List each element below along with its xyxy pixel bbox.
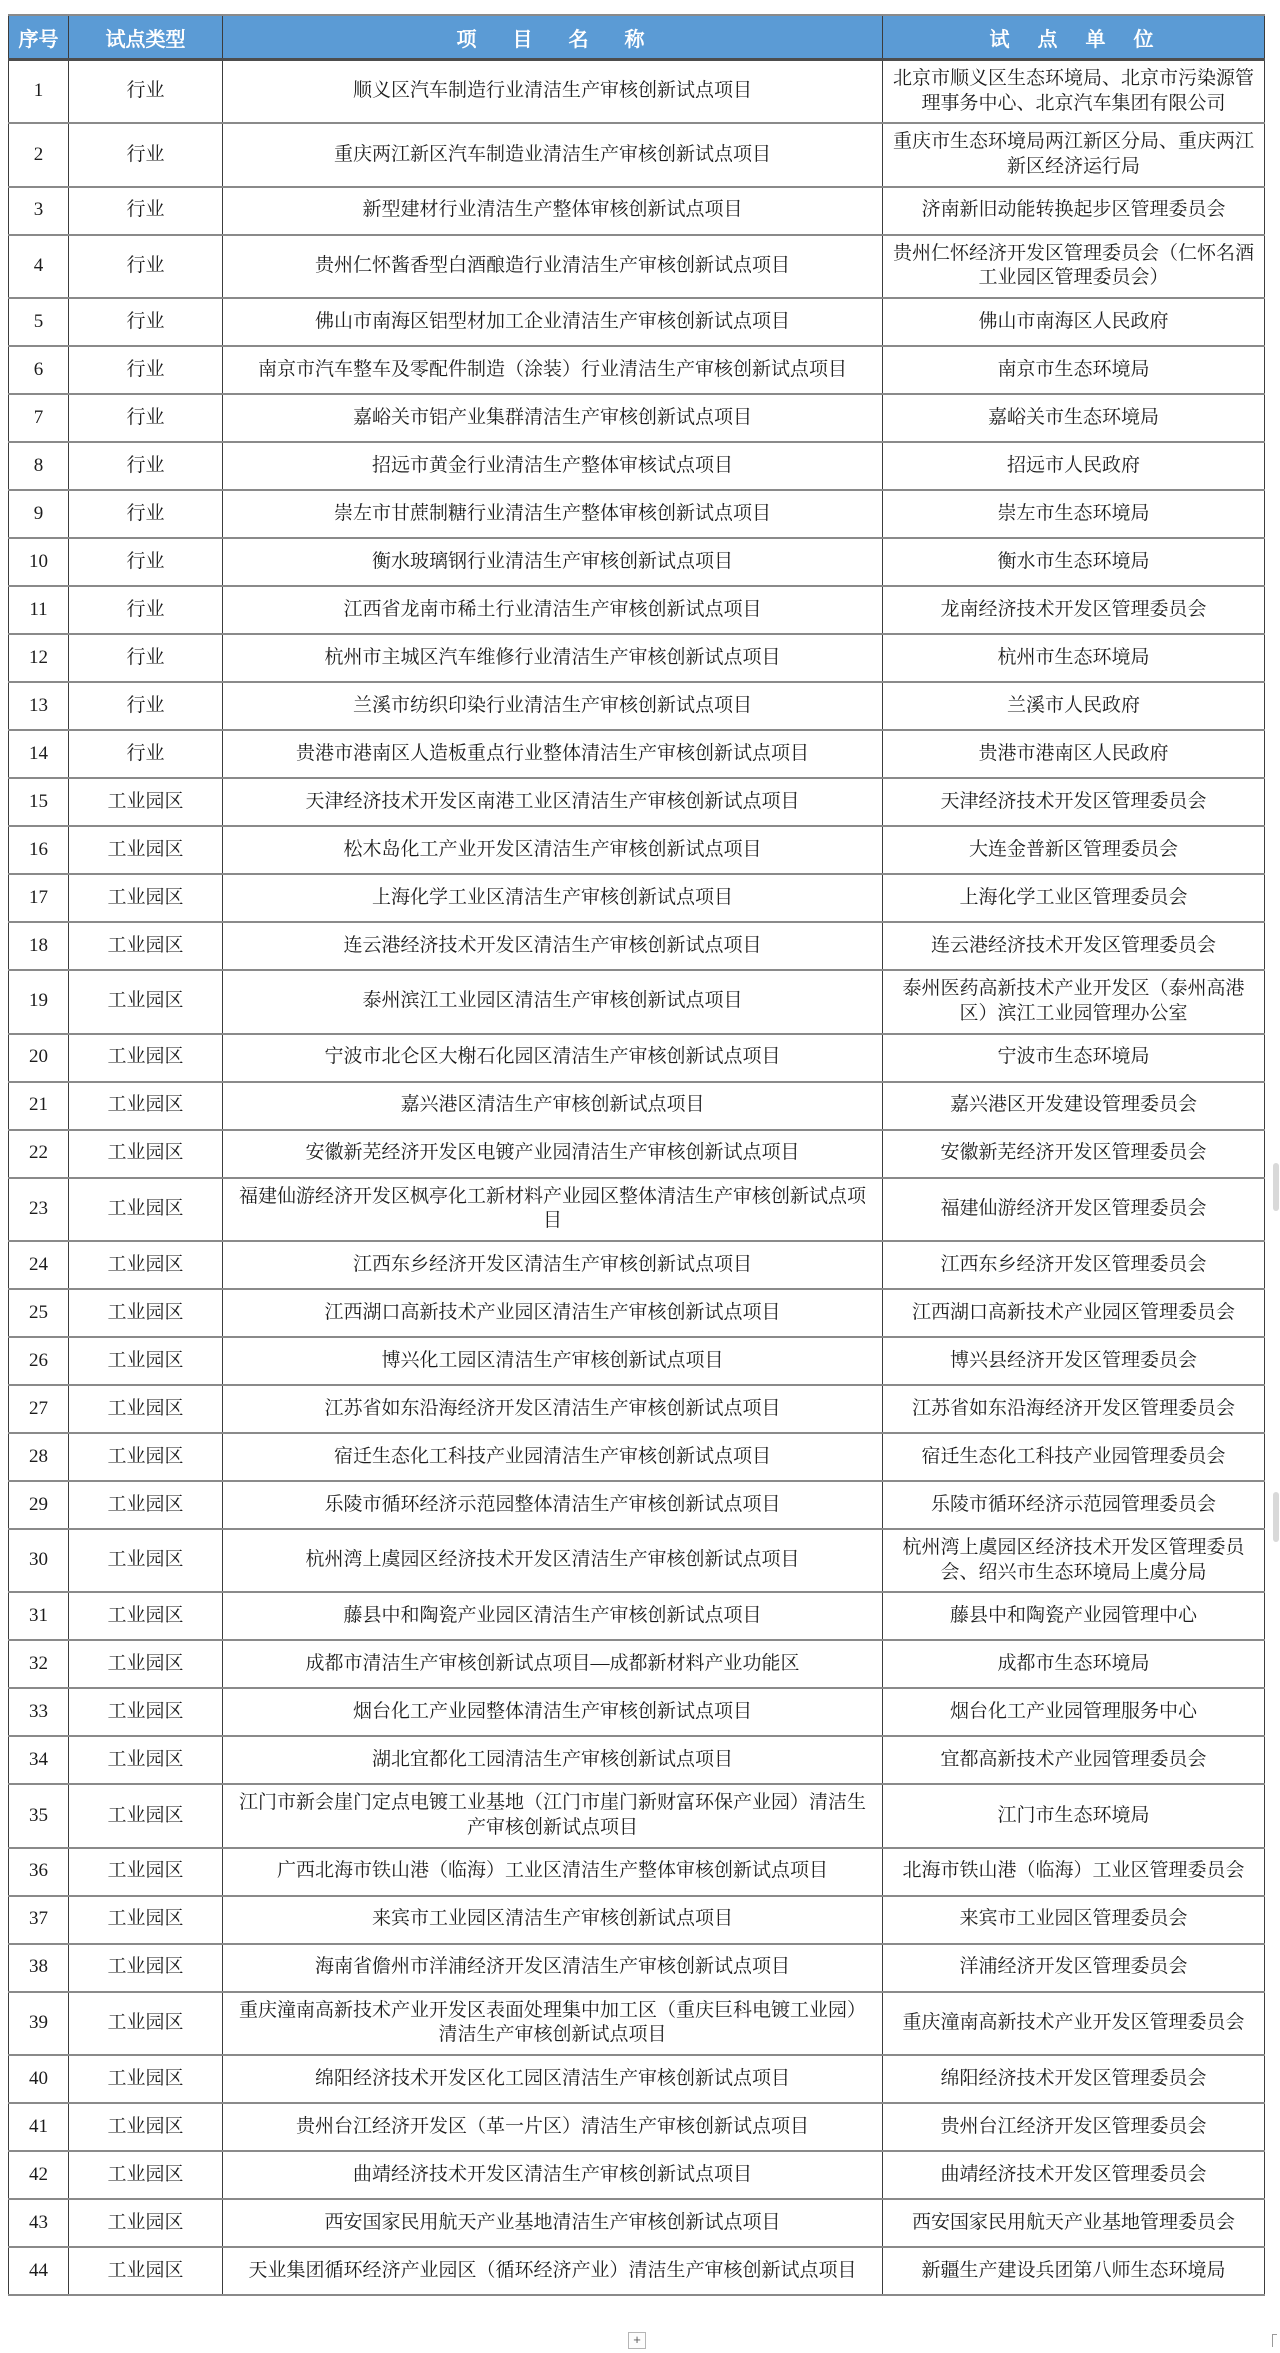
- unit-cell: 杭州市生态环境局: [883, 634, 1265, 682]
- index-cell: 3: [9, 187, 69, 235]
- header-type: 试点类型: [69, 15, 223, 60]
- index-cell: 38: [9, 1944, 69, 1992]
- project-cell: 贵州仁怀酱香型白酒酿造行业清洁生产审核创新试点项目: [223, 235, 883, 298]
- table-row: [9, 970, 1265, 1033]
- type-cell: 工业园区: [69, 1433, 223, 1481]
- type-cell: 工业园区: [69, 1385, 223, 1433]
- project-cell: 南京市汽车整车及零配件制造（涂装）行业清洁生产审核创新试点项目: [223, 346, 883, 394]
- unit-cell: 安徽新芜经济开发区管理委员会: [883, 1130, 1265, 1178]
- unit-cell: 兰溪市人民政府: [883, 682, 1265, 730]
- index-cell: 9: [9, 490, 69, 538]
- table-row: [9, 1896, 1265, 1944]
- table-row: [9, 1385, 1265, 1433]
- project-cell: 江苏省如东沿海经济开发区清洁生产审核创新试点项目: [223, 1385, 883, 1433]
- type-cell: 行业: [69, 298, 223, 346]
- index-cell: 14: [9, 730, 69, 778]
- project-cell: 西安国家民用航天产业基地清洁生产审核创新试点项目: [223, 2199, 883, 2247]
- index-cell: 10: [9, 538, 69, 586]
- unit-cell: 藤县中和陶瓷产业园管理中心: [883, 1592, 1265, 1640]
- table-row: [9, 1082, 1265, 1130]
- type-cell: 行业: [69, 682, 223, 730]
- table-row: [9, 442, 1265, 490]
- add-marker-icon[interactable]: +: [628, 2332, 646, 2349]
- table-row: [9, 2103, 1265, 2151]
- project-cell: 江西东乡经济开发区清洁生产审核创新试点项目: [223, 1241, 883, 1289]
- index-cell: 13: [9, 682, 69, 730]
- header-project: 项目名称: [223, 15, 883, 60]
- type-cell: 工业园区: [69, 1992, 223, 2055]
- project-cell: 松木岛化工产业开发区清洁生产审核创新试点项目: [223, 826, 883, 874]
- type-cell: 工业园区: [69, 970, 223, 1033]
- project-cell: 杭州湾上虞园区经济技术开发区清洁生产审核创新试点项目: [223, 1529, 883, 1592]
- index-cell: 33: [9, 1688, 69, 1736]
- table-row: [9, 235, 1265, 298]
- pilot-project-table: [8, 14, 1265, 2296]
- unit-cell: 泰州医药高新技术产业开发区（泰州高港区）滨江工业园管理办公室: [883, 970, 1265, 1033]
- index-cell: 20: [9, 1034, 69, 1082]
- unit-cell: 新疆生产建设兵团第八师生态环境局: [883, 2247, 1265, 2295]
- table-row: [9, 1241, 1265, 1289]
- unit-cell: 西安国家民用航天产业基地管理委员会: [883, 2199, 1265, 2247]
- index-cell: 36: [9, 1848, 69, 1896]
- table-row: [9, 123, 1265, 186]
- table-row: [9, 1130, 1265, 1178]
- unit-cell: 烟台化工产业园管理服务中心: [883, 1688, 1265, 1736]
- project-cell: 重庆潼南高新技术产业开发区表面处理集中加工区（重庆巨科电镀工业园）清洁生产审核创新试点项目: [223, 1992, 883, 2055]
- index-cell: 32: [9, 1640, 69, 1688]
- index-cell: 7: [9, 394, 69, 442]
- table-row: [9, 346, 1265, 394]
- index-cell: 11: [9, 586, 69, 634]
- type-cell: 工业园区: [69, 1529, 223, 1592]
- table-row: [9, 60, 1265, 124]
- type-cell: 工业园区: [69, 1289, 223, 1337]
- header-unit: 试点单位: [883, 15, 1265, 60]
- index-cell: 5: [9, 298, 69, 346]
- index-cell: 16: [9, 826, 69, 874]
- project-cell: 烟台化工产业园整体清洁生产审核创新试点项目: [223, 1688, 883, 1736]
- index-cell: 27: [9, 1385, 69, 1433]
- unit-cell: 博兴县经济开发区管理委员会: [883, 1337, 1265, 1385]
- project-cell: 上海化学工业区清洁生产审核创新试点项目: [223, 874, 883, 922]
- project-cell: 嘉兴港区清洁生产审核创新试点项目: [223, 1082, 883, 1130]
- project-cell: 佛山市南海区铝型材加工企业清洁生产审核创新试点项目: [223, 298, 883, 346]
- unit-cell: 北海市铁山港（临海）工业区管理委员会: [883, 1848, 1265, 1896]
- index-cell: 39: [9, 1992, 69, 2055]
- project-cell: 来宾市工业园区清洁生产审核创新试点项目: [223, 1896, 883, 1944]
- scrollbar-fragment[interactable]: [1273, 1163, 1279, 1211]
- unit-cell: 曲靖经济技术开发区管理委员会: [883, 2151, 1265, 2199]
- type-cell: 工业园区: [69, 2055, 223, 2103]
- unit-cell: 嘉峪关市生态环境局: [883, 394, 1265, 442]
- unit-cell: 绵阳经济技术开发区管理委员会: [883, 2055, 1265, 2103]
- unit-cell: 江门市生态环境局: [883, 1784, 1265, 1847]
- table-row: [9, 2151, 1265, 2199]
- type-cell: 工业园区: [69, 1944, 223, 1992]
- index-cell: 43: [9, 2199, 69, 2247]
- index-cell: 15: [9, 778, 69, 826]
- type-cell: 工业园区: [69, 1736, 223, 1784]
- project-cell: 宿迁生态化工科技产业园清洁生产审核创新试点项目: [223, 1433, 883, 1481]
- project-cell: 江西湖口高新技术产业园区清洁生产审核创新试点项目: [223, 1289, 883, 1337]
- unit-cell: 重庆市生态环境局两江新区分局、重庆两江新区经济运行局: [883, 123, 1265, 186]
- type-cell: 行业: [69, 394, 223, 442]
- type-cell: 工业园区: [69, 1592, 223, 1640]
- type-cell: 工业园区: [69, 1130, 223, 1178]
- project-cell: 绵阳经济技术开发区化工园区清洁生产审核创新试点项目: [223, 2055, 883, 2103]
- unit-cell: 贵州仁怀经济开发区管理委员会（仁怀名酒工业园区管理委员会）: [883, 235, 1265, 298]
- unit-cell: 贵港市港南区人民政府: [883, 730, 1265, 778]
- index-cell: 44: [9, 2247, 69, 2295]
- index-cell: 23: [9, 1178, 69, 1241]
- project-cell: 贵州台江经济开发区（革一片区）清洁生产审核创新试点项目: [223, 2103, 883, 2151]
- project-cell: 天业集团循环经济产业园区（循环经济产业）清洁生产审核创新试点项目: [223, 2247, 883, 2295]
- index-cell: 4: [9, 235, 69, 298]
- table-row: [9, 2199, 1265, 2247]
- table-row: [9, 730, 1265, 778]
- table-row: [9, 1992, 1265, 2055]
- type-cell: 工业园区: [69, 1481, 223, 1529]
- project-cell: 藤县中和陶瓷产业园区清洁生产审核创新试点项目: [223, 1592, 883, 1640]
- type-cell: 工业园区: [69, 826, 223, 874]
- project-cell: 天津经济技术开发区南港工业区清洁生产审核创新试点项目: [223, 778, 883, 826]
- type-cell: 行业: [69, 123, 223, 186]
- table-header-row: [9, 15, 1265, 60]
- table-row: [9, 1736, 1265, 1784]
- table-row: [9, 1289, 1265, 1337]
- type-cell: 行业: [69, 634, 223, 682]
- type-cell: 工业园区: [69, 1896, 223, 1944]
- project-cell: 杭州市主城区汽车维修行业清洁生产审核创新试点项目: [223, 634, 883, 682]
- type-cell: 工业园区: [69, 1640, 223, 1688]
- index-cell: 28: [9, 1433, 69, 1481]
- project-cell: 乐陵市循环经济示范园整体清洁生产审核创新试点项目: [223, 1481, 883, 1529]
- index-cell: 18: [9, 922, 69, 970]
- type-cell: 工业园区: [69, 922, 223, 970]
- type-cell: 工业园区: [69, 1178, 223, 1241]
- unit-cell: 上海化学工业区管理委员会: [883, 874, 1265, 922]
- type-cell: 工业园区: [69, 1337, 223, 1385]
- index-cell: 34: [9, 1736, 69, 1784]
- unit-cell: 宁波市生态环境局: [883, 1034, 1265, 1082]
- table-row: [9, 1688, 1265, 1736]
- index-cell: 29: [9, 1481, 69, 1529]
- project-cell: 成都市清洁生产审核创新试点项目—成都新材料产业功能区: [223, 1640, 883, 1688]
- unit-cell: 宿迁生态化工科技产业园管理委员会: [883, 1433, 1265, 1481]
- type-cell: 工业园区: [69, 2199, 223, 2247]
- type-cell: 工业园区: [69, 1784, 223, 1847]
- type-cell: 行业: [69, 187, 223, 235]
- unit-cell: 江西东乡经济开发区管理委员会: [883, 1241, 1265, 1289]
- table-row: [9, 1034, 1265, 1082]
- index-cell: 21: [9, 1082, 69, 1130]
- table-row: [9, 1848, 1265, 1896]
- unit-cell: 杭州湾上虞园区经济技术开发区管理委员会、绍兴市生态环境局上虞分局: [883, 1529, 1265, 1592]
- unit-cell: 天津经济技术开发区管理委员会: [883, 778, 1265, 826]
- project-cell: 贵港市港南区人造板重点行业整体清洁生产审核创新试点项目: [223, 730, 883, 778]
- project-cell: 安徽新芜经济开发区电镀产业园清洁生产审核创新试点项目: [223, 1130, 883, 1178]
- type-cell: 工业园区: [69, 1034, 223, 1082]
- type-cell: 行业: [69, 730, 223, 778]
- table-row: [9, 778, 1265, 826]
- table-row: [9, 490, 1265, 538]
- index-cell: 30: [9, 1529, 69, 1592]
- index-cell: 24: [9, 1241, 69, 1289]
- project-cell: 海南省儋州市洋浦经济开发区清洁生产审核创新试点项目: [223, 1944, 883, 1992]
- index-cell: 22: [9, 1130, 69, 1178]
- project-cell: 江门市新会崖门定点电镀工业基地（江门市崖门新财富环保产业园）清洁生产审核创新试点项目: [223, 1784, 883, 1847]
- type-cell: 行业: [69, 235, 223, 298]
- project-cell: 新型建材行业清洁生产整体审核创新试点项目: [223, 187, 883, 235]
- index-cell: 17: [9, 874, 69, 922]
- table-row: [9, 826, 1265, 874]
- index-cell: 26: [9, 1337, 69, 1385]
- type-cell: 工业园区: [69, 1848, 223, 1896]
- unit-cell: 乐陵市循环经济示范园管理委员会: [883, 1481, 1265, 1529]
- unit-cell: 崇左市生态环境局: [883, 490, 1265, 538]
- unit-cell: 连云港经济技术开发区管理委员会: [883, 922, 1265, 970]
- index-cell: 8: [9, 442, 69, 490]
- project-cell: 衡水玻璃钢行业清洁生产审核创新试点项目: [223, 538, 883, 586]
- table-row: [9, 187, 1265, 235]
- index-cell: 41: [9, 2103, 69, 2151]
- type-cell: 工业园区: [69, 778, 223, 826]
- index-cell: 37: [9, 1896, 69, 1944]
- table-row: [9, 1944, 1265, 1992]
- table-row: [9, 634, 1265, 682]
- unit-cell: 宜都高新技术产业园管理委员会: [883, 1736, 1265, 1784]
- type-cell: 工业园区: [69, 2151, 223, 2199]
- table-row: [9, 682, 1265, 730]
- project-cell: 曲靖经济技术开发区清洁生产审核创新试点项目: [223, 2151, 883, 2199]
- unit-cell: 成都市生态环境局: [883, 1640, 1265, 1688]
- index-cell: 31: [9, 1592, 69, 1640]
- project-cell: 湖北宜都化工园清洁生产审核创新试点项目: [223, 1736, 883, 1784]
- type-cell: 行业: [69, 346, 223, 394]
- header-index: 序号: [9, 15, 69, 60]
- table-row: [9, 1529, 1265, 1592]
- project-cell: 顺义区汽车制造行业清洁生产审核创新试点项目: [223, 60, 883, 124]
- table-row: [9, 1640, 1265, 1688]
- project-cell: 福建仙游经济开发区枫亭化工新材料产业园区整体清洁生产审核创新试点项目: [223, 1178, 883, 1241]
- table-row: [9, 1481, 1265, 1529]
- unit-cell: 北京市顺义区生态环境局、北京市污染源管理事务中心、北京汽车集团有限公司: [883, 60, 1265, 124]
- table-row: [9, 538, 1265, 586]
- table-row: [9, 298, 1265, 346]
- project-cell: 嘉峪关市铝产业集群清洁生产审核创新试点项目: [223, 394, 883, 442]
- index-cell: 1: [9, 60, 69, 124]
- table-row: [9, 394, 1265, 442]
- table-row: [9, 1433, 1265, 1481]
- project-cell: 宁波市北仑区大榭石化园区清洁生产审核创新试点项目: [223, 1034, 883, 1082]
- unit-cell: 龙南经济技术开发区管理委员会: [883, 586, 1265, 634]
- index-cell: 35: [9, 1784, 69, 1847]
- table-row: [9, 922, 1265, 970]
- type-cell: 工业园区: [69, 1082, 223, 1130]
- unit-cell: 江苏省如东沿海经济开发区管理委员会: [883, 1385, 1265, 1433]
- unit-cell: 福建仙游经济开发区管理委员会: [883, 1178, 1265, 1241]
- index-cell: 25: [9, 1289, 69, 1337]
- unit-cell: 来宾市工业园区管理委员会: [883, 1896, 1265, 1944]
- project-cell: 招远市黄金行业清洁生产整体审核试点项目: [223, 442, 883, 490]
- table-row: [9, 1784, 1265, 1847]
- index-cell: 42: [9, 2151, 69, 2199]
- scrollbar-fragment[interactable]: [1273, 1492, 1279, 1542]
- project-cell: 江西省龙南市稀土行业清洁生产审核创新试点项目: [223, 586, 883, 634]
- index-cell: 40: [9, 2055, 69, 2103]
- unit-cell: 佛山市南海区人民政府: [883, 298, 1265, 346]
- project-cell: 连云港经济技术开发区清洁生产审核创新试点项目: [223, 922, 883, 970]
- unit-cell: 南京市生态环境局: [883, 346, 1265, 394]
- project-cell: 重庆两江新区汽车制造业清洁生产审核创新试点项目: [223, 123, 883, 186]
- type-cell: 工业园区: [69, 1241, 223, 1289]
- index-cell: 6: [9, 346, 69, 394]
- type-cell: 工业园区: [69, 874, 223, 922]
- table-row: [9, 586, 1265, 634]
- type-cell: 行业: [69, 586, 223, 634]
- unit-cell: 嘉兴港区开发建设管理委员会: [883, 1082, 1265, 1130]
- unit-cell: 江西湖口高新技术产业园区管理委员会: [883, 1289, 1265, 1337]
- page-corner-artifact: [1272, 2334, 1277, 2347]
- table-body: [9, 60, 1265, 2296]
- table-row: [9, 2247, 1265, 2295]
- unit-cell: 贵州台江经济开发区管理委员会: [883, 2103, 1265, 2151]
- project-cell: 崇左市甘蔗制糖行业清洁生产整体审核创新试点项目: [223, 490, 883, 538]
- table-row: [9, 2055, 1265, 2103]
- unit-cell: 济南新旧动能转换起步区管理委员会: [883, 187, 1265, 235]
- index-cell: 19: [9, 970, 69, 1033]
- type-cell: 工业园区: [69, 2103, 223, 2151]
- project-cell: 泰州滨江工业园区清洁生产审核创新试点项目: [223, 970, 883, 1033]
- unit-cell: 洋浦经济开发区管理委员会: [883, 1944, 1265, 1992]
- type-cell: 行业: [69, 442, 223, 490]
- type-cell: 行业: [69, 60, 223, 124]
- unit-cell: 招远市人民政府: [883, 442, 1265, 490]
- project-cell: 博兴化工园区清洁生产审核创新试点项目: [223, 1337, 883, 1385]
- type-cell: 工业园区: [69, 2247, 223, 2295]
- type-cell: 工业园区: [69, 1688, 223, 1736]
- project-cell: 广西北海市铁山港（临海）工业区清洁生产整体审核创新试点项目: [223, 1848, 883, 1896]
- table-row: [9, 874, 1265, 922]
- index-cell: 12: [9, 634, 69, 682]
- unit-cell: 衡水市生态环境局: [883, 538, 1265, 586]
- project-cell: 兰溪市纺织印染行业清洁生产审核创新试点项目: [223, 682, 883, 730]
- type-cell: 行业: [69, 490, 223, 538]
- table-row: [9, 1337, 1265, 1385]
- index-cell: 2: [9, 123, 69, 186]
- table-row: [9, 1592, 1265, 1640]
- unit-cell: 大连金普新区管理委员会: [883, 826, 1265, 874]
- unit-cell: 重庆潼南高新技术产业开发区管理委员会: [883, 1992, 1265, 2055]
- table-row: [9, 1178, 1265, 1241]
- type-cell: 行业: [69, 538, 223, 586]
